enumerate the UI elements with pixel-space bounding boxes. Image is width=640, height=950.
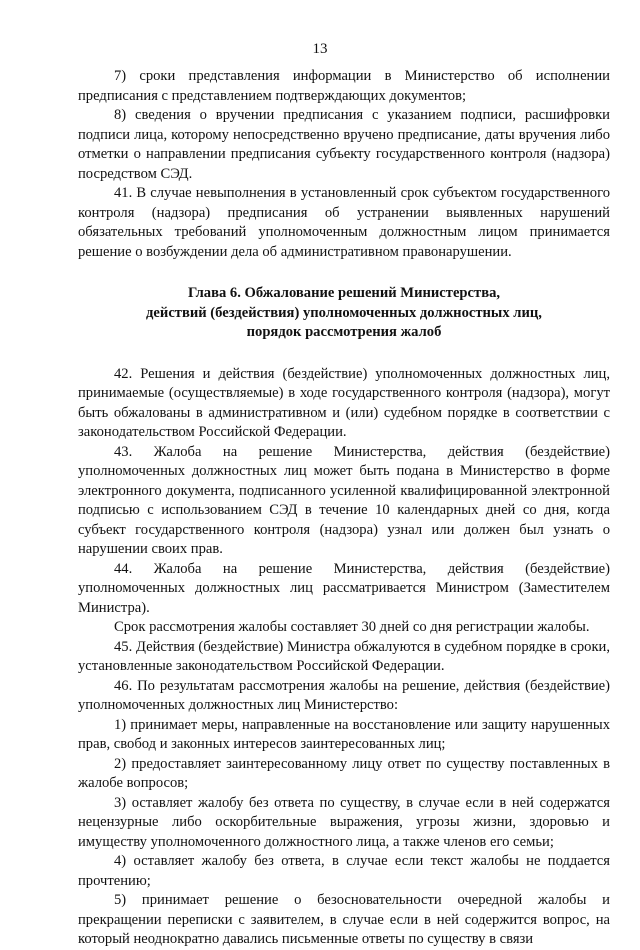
paragraph-43: 43. Жалоба на решение Министерства, действия (бездействие) уполномоченных должностных лиц может быть подана в Министерство в форме электронного документа, подписанного усиленной квалифицированной электронной подписью с использованием СЭД в течение 10 календарных дней со дня, когда субъект государственного контроля (надзора) узнал или должен был узнать о нарушении своих прав. [78, 443, 610, 557]
document-body [78, 67, 610, 950]
list-item-4: 4) оставляет жалобу без ответа, в случае если текст жалобы не поддается прочтению; [78, 853, 610, 889]
paragraph-45: 45. Действия (бездействие) Министра обжалуются в судебном порядке в сроки, установленные законодательством Российской Федерации. [78, 638, 610, 674]
chapter-heading-line-1: Глава 6. Обжалование решений Министерства, [187, 285, 501, 301]
paragraph-item-7: 7) сроки представления информации в Министерство об исполнении предписания с представлением подтверждающих документов; [78, 68, 610, 104]
chapter-heading [78, 284, 610, 343]
list-item-1: 1) принимает меры, направленные на восстановление или защиту нарушенных прав, свобод и законных интересов заинтересованных лиц; [78, 716, 610, 752]
paragraph-42: 42. Решения и действия (бездействие) уполномоченных должностных лиц, принимаемые (осуществляемые) в ходе государственного контроля (надзора), могут быть обжалованы в административном и (или) судебном порядке в соответствии с законодательством Российской Федерации. [78, 365, 610, 440]
paragraph-44: 44. Жалоба на решение Министерства, действия (бездействие) уполномоченных должностных лиц рассматривается Министром (Заместителем Министра). [78, 560, 610, 616]
paragraph-review-term: Срок рассмотрения жалобы составляет 30 дней со дня регистрации жалобы. [114, 619, 590, 635]
chapter-heading-line-2: действий (бездействия) уполномоченных должностных лиц, [146, 304, 542, 321]
page-number: 13 [312, 41, 328, 57]
paragraph-item-8: 8) сведения о вручении предписания с указанием подписи, расшифровки подписи лица, которому непосредственно вручено предписание, даты вручения либо отметки о направлении предписания субъекту государственного контроля (надзора) посредством СЭД. [78, 107, 610, 182]
list-item-3: 3) оставляет жалобу без ответа по существу, в случае если в ней содержатся нецензурные либо оскорбительные выражения, угрозы жизни, здоровью и имуществу уполномоченного должностного лица, а также членов его семьи; [78, 794, 610, 850]
list-item-5: 5) принимает решение о безосновательности очередной жалобы и прекращении переписки с заявителем, в случае если в ней содержится вопрос, на который неоднократно давались письменные ответы по существу в связи [78, 892, 610, 947]
chapter-heading-line-3: порядок рассмотрения жалоб [246, 324, 442, 340]
paragraph-41: 41. В случае невыполнения в установленный срок субъектом государственного контроля (надзора) предписания об устранении выявленных нарушений обязательных требований уполномоченным должностным лицом принимается решение о возбуждении дела об административном правонарушении. [78, 185, 610, 260]
paragraph-46: 46. По результатам рассмотрения жалобы на решение, действия (бездействие) уполномоченных должностных лиц Министерство: [78, 677, 610, 713]
list-item-2: 2) предоставляет заинтересованному лицу ответ по существу поставленных в жалобе вопросов; [78, 755, 610, 791]
